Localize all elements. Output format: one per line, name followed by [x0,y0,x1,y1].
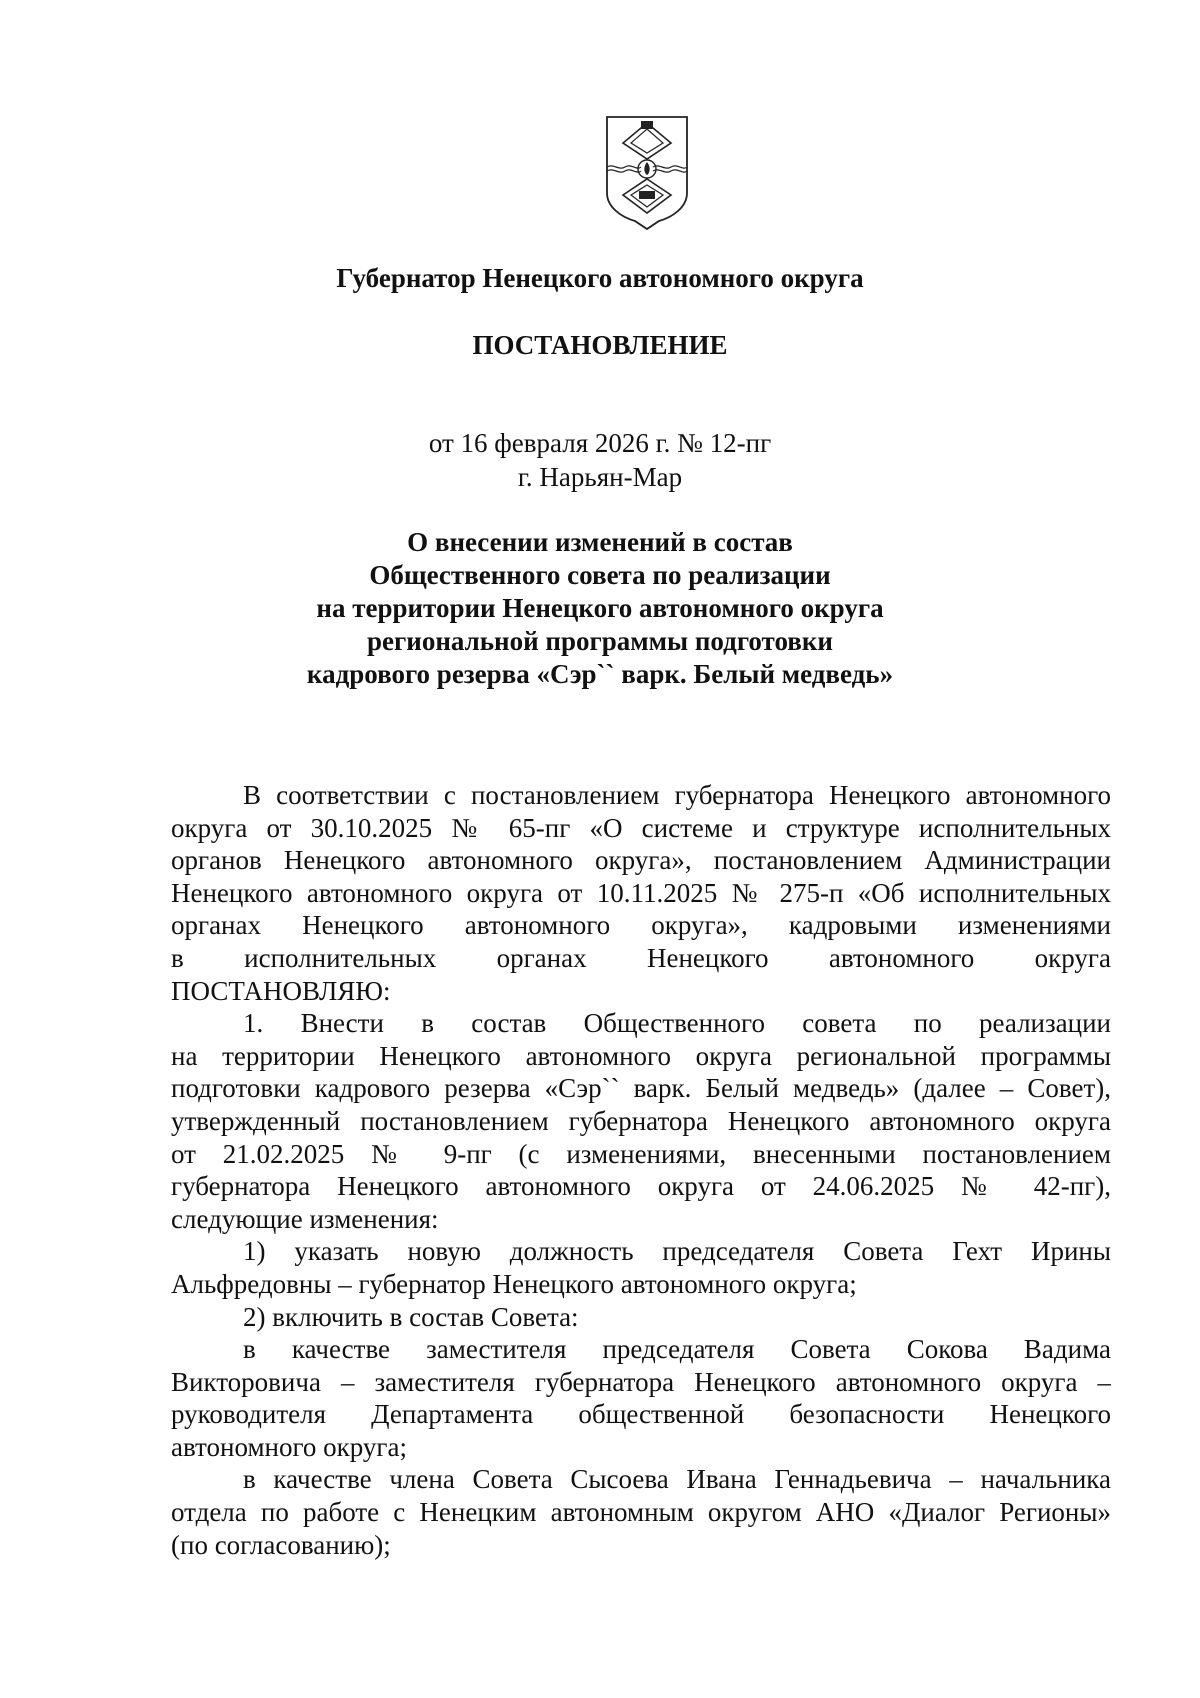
body-line: 1) указать новую должность председателя Совета Гехт Ирины [243,1236,1111,1267]
body-line: руководителя Департамента общественной безопасности Ненецкого [171,1399,1111,1430]
body-line: в качестве члена Совета Сысоева Ивана Геннадьевича – начальника [243,1464,1111,1495]
issuing-authority: Губернатор Ненецкого автономного округа [336,263,864,293]
coat-of-arms-icon [601,113,693,231]
body-line: (по согласованию); [171,1529,391,1560]
body-line: Альфредовны – губернатор Ненецкого автономного округа; [171,1268,857,1299]
body-line: от 21.02.2025 № 9-пг (с изменениями, внесенными постановлением [171,1138,1111,1169]
body-line: Викторовича – заместителя губернатора Ненецкого автономного округа – [171,1366,1111,1397]
document-title [0,526,1200,691]
title-line: на территории Ненецкого автономного округа [316,593,884,623]
document-city: г. Нарьян-Мар [517,462,683,492]
title-line: кадрового резерва «Сэр`` варк. Белый медведь» [306,659,894,689]
body-line: округа от 30.10.2025 № 65-пг «О системе и структуре исполнительных [171,812,1111,843]
body-line: следующие изменения: [171,1203,439,1234]
body-line: отдела по работе с Ненецким автономным округом АНО «Диалог Регионы» [171,1497,1111,1528]
body-line: 2) включить в состав Совета: [243,1301,579,1332]
body-line: в качестве заместителя председателя Совета Сокова Вадима [243,1334,1111,1365]
document-body [171,779,1111,1561]
body-line: органов Ненецкого автономного округа», постановлением Администрации [171,845,1111,876]
title-line: региональной программы подготовки [367,626,833,656]
body-line: В соответствии с постановлением губернатора Ненецкого автономного [243,780,1111,810]
body-line: губернатора Ненецкого автономного округа от 24.06.2025 № 42-пг), [171,1171,1111,1202]
body-line: органах Ненецкого автономного округа», кадровыми изменениями [171,910,1111,941]
body-line: подготовки кадрового резерва «Сэр`` варк. Белый медведь» (далее – Совет), [171,1073,1111,1104]
title-line: О внесении изменений в состав [407,527,793,557]
body-line: на территории Ненецкого автономного округа региональной программы [171,1040,1111,1071]
document-date-number: от 16 февраля 2026 г. № 12-пг [428,428,772,458]
title-line: Общественного совета по реализации [369,560,831,590]
body-line: утвержденный постановлением губернатора Ненецкого автономного округа [171,1105,1111,1136]
body-line: ПОСТАНОВЛЯЮ: [171,975,391,1006]
body-line: Ненецкого автономного округа от 10.11.2025 № 275-п «Об исполнительных [171,877,1111,908]
body-line: автономного округа; [171,1431,407,1462]
body-line: 1. Внести в состав Общественного совета по реализации [243,1008,1111,1039]
body-line: в исполнительных органах Ненецкого автономного округа [171,942,1111,973]
document-type: ПОСТАНОВЛЕНИЕ [472,330,728,360]
